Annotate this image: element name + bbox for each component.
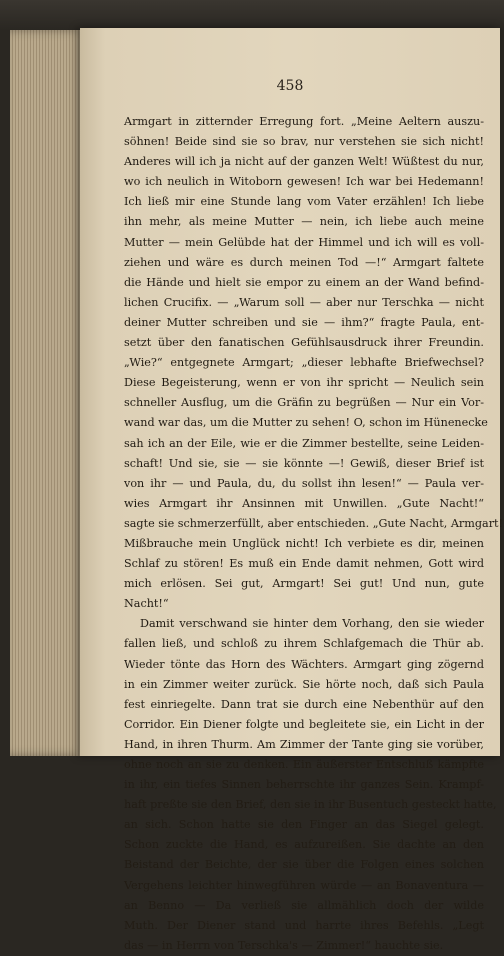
text-line: Corridor. Ein Diener folgte und begleitete sie, ein Licht in der	[124, 717, 484, 731]
page-edges	[10, 30, 90, 756]
text-line: schneller Ausflug, um die Gräfin zu begrüßen — Nur ein Vor-	[124, 396, 484, 410]
text-line: Schlaf zu stören! Es muß ein Ende damit nehmen, Gott wird	[124, 557, 484, 571]
text-line: Diese Begeisterung, wenn er von ihr spricht — Neulich sein	[124, 376, 484, 390]
text-line: Anderes will ich ja nicht auf der ganzen Welt! Wüßtest du nur,	[124, 155, 484, 169]
text-line: das — in Herrn von Terschka's — Zimmer!“ hauchte sie.	[124, 938, 444, 952]
text-line: ziehen und wäre es durch meinen Tod —!“ Armgart faltete	[124, 255, 484, 269]
text-line: in ihr, ein tiefes Sinnen beherrschte ihr ganzes Sein. Krampf-	[124, 778, 484, 792]
text-line: in ein Zimmer weiter zurück. Sie hörte noch, daß sich Paula	[124, 677, 484, 691]
text-line: fallen ließ, und schloß zu ihrem Schlafgemach die Thür ab.	[124, 637, 484, 651]
text-line: haft preßte sie den Brief, den sie in ihr Busentuch gesteckt hatte,	[124, 798, 497, 812]
text-line: an sich. Schon hatte sie den Finger an das Siegel gelegt.	[124, 818, 484, 832]
text-line: Armgart in zitternder Erregung fort. „Meine Aeltern auszu-	[124, 115, 484, 128]
text-line: wies Armgart ihr Ansinnen mit Unwillen. „Gute Nacht!“	[124, 496, 484, 510]
body-text	[124, 112, 504, 956]
background	[0, 0, 504, 30]
text-line: Beistand der Beichte, der sie über die Folgen eines solchen	[124, 858, 484, 872]
text-line: schaft! Und sie, sie — sie könnte —! Gewiß, dieser Brief ist	[124, 456, 484, 470]
page-number: 458	[276, 78, 304, 94]
text-line: mich erlösen. Sei gut, Armgart! Sei gut! Und nun, gute	[124, 577, 484, 591]
text-line: die Hände und hielt sie empor zu einem an der Wand befind-	[124, 275, 484, 289]
text-line: lichen Crucifix. — „Warum soll — aber nur Terschka — nicht	[124, 295, 484, 309]
book-page	[80, 28, 504, 952]
text-line: an Benno — Da verließ sie allmählich doch der wilde	[124, 898, 484, 912]
text-line: Damit verschwand sie hinter dem Vorhang, den sie wieder	[140, 617, 484, 631]
text-line: söhnen! Beide sind sie so brav, nur verstehen sie sich nicht!	[124, 135, 484, 149]
text-line: fest einriegelte. Dann trat sie durch eine Nebenthür auf den	[124, 697, 484, 711]
text-line: setzt über den fanatischen Gefühlsausdruck ihrer Freundin.	[124, 336, 484, 350]
text-line: ihn mehr, als meine Mutter — nein, ich liebe auch meine	[124, 215, 484, 229]
text-line: Wieder tönte das Horn des Wächters. Armgart ging zögernd	[124, 657, 484, 671]
text-line: „Wie?“ entgegnete Armgart; „dieser lebhafte Briefwechsel?	[124, 356, 484, 370]
text-line: Muth. Der Diener stand und harrte ihres Befehls. „Legt	[124, 918, 484, 932]
text-line: ohne noch an sie zu denken. Ein äußerster Entschluß kämpfte	[124, 758, 484, 771]
text-line: Mutter — mein Gelübde hat der Himmel und ich will es voll-	[124, 235, 484, 249]
text-line: von ihr — und Paula, du, du sollst ihn lesen!“ — Paula ver-	[124, 476, 484, 490]
text-line: wo ich neulich in Witoborn gewesen! Ich war bei Hedemann!	[124, 175, 484, 189]
paragraph	[124, 614, 497, 956]
text-line: wand war das, um die Mutter zu sehen! O, schon im Hünenecke	[124, 416, 488, 430]
paragraph	[124, 112, 504, 614]
text-line: Mißbrauche mein Unglück nicht! Ich verbiete es dir, meinen	[124, 536, 484, 550]
text-line: deiner Mutter schreiben und sie — ihm?“ fragte Paula, ent-	[124, 315, 484, 329]
text-line: Nacht!“	[124, 597, 169, 611]
text-line: Ich ließ mir eine Stunde lang vom Vater erzählen! Ich liebe	[124, 195, 484, 209]
text-line: Schon zuckte die Hand, es aufzureißen. Sie dachte an den	[124, 838, 484, 852]
text-line: Hand, in ihren Thurm. Am Zimmer der Tante ging sie vorüber,	[124, 737, 484, 751]
text-line: sagte sie schmerzerfüllt, aber entschieden. „Gute Nacht, Armgart!	[124, 516, 504, 530]
text-line: Vergehens leichter hinwegführen würde — an Bonaventura —	[124, 878, 484, 892]
text-line: sah ich an der Eile, wie er die Zimmer bestellte, seine Leiden-	[124, 436, 484, 450]
